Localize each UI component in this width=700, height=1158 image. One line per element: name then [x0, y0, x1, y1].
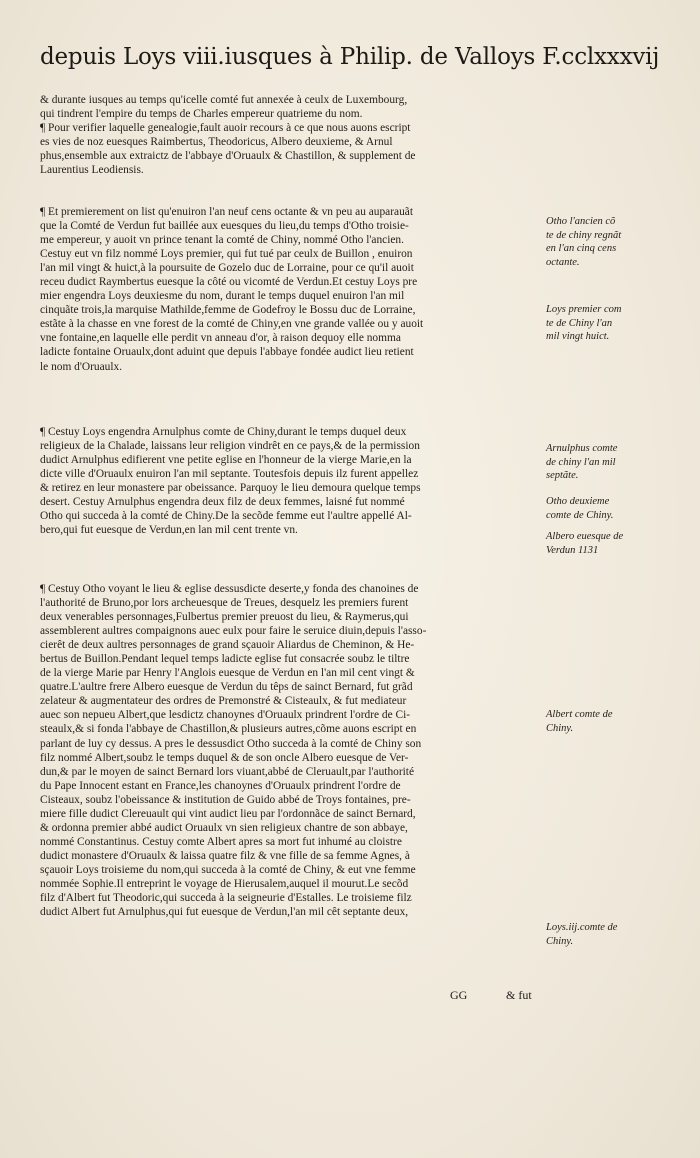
text-line: Cisteaux, soubz l'obeissance & institution de Guido abbé de Troys fontaines, pre-	[40, 793, 411, 806]
text-line: bero,qui fut euesque de Verdun,en lan mil cent trente vn.	[40, 524, 298, 537]
note-line: Otho l'ancien cõ	[546, 216, 616, 227]
text-line: dun,& par le moyen de sainct Bernard lors viuant,abbé de Cleruault,par l'authorité	[40, 765, 415, 778]
text-line: me empereur, y auoit vn prince tenant la comté de Chiny, nommé Otho l'ancien.	[40, 234, 404, 247]
margin-note-albert	[546, 708, 670, 735]
text-line: cinquãte trois,la marquise Mathilde,femme de Godefroy le Bossu duc de Lorraine,	[40, 304, 416, 317]
text-line: filz d'Albert fut Theodoric,qui succeda à la seigneurie d'Estalles. Le troisieme filz	[40, 892, 412, 905]
text-line: bertus de Buillon.Pendant lequel temps ladicte eglise fut consacrée soubz le tiltre	[40, 653, 410, 666]
text-line: Laurentius Leodiensis.	[40, 164, 144, 177]
note-line: Loys premier com	[546, 304, 622, 315]
text-line: deux venerables personnages,Fulbertus premier preuost du lieu, & Raymerus,qui	[40, 611, 409, 624]
text-line: cierêt de deux aultres personnages de grand sçauoir Aliardus de Cheminon, & He-	[40, 639, 415, 652]
margin-note-otho-ancien	[546, 215, 670, 269]
text-line: & durante iusques au temps qu'icelle comté fut annexée à ceulx de Luxembourg,	[40, 94, 408, 106]
note-line: septãte.	[546, 470, 579, 481]
note-line: te de chiny regnãt	[546, 229, 622, 241]
text-line: ¶ Et premierement on list qu'enuiron l'an neuf cens octante & vn peu au auparauãt	[40, 206, 414, 218]
text-line: ¶ Pour verifier laquelle genealogie,fault auoir recours à ce que nous auons escript	[40, 122, 411, 135]
text-line: le nom d'Oruaulx.	[40, 360, 123, 373]
text-line: steaulx,& si fonda l'abbaye de Chastillon,& plusieurs autres,cõme auons escript en	[40, 723, 417, 736]
text-line: religieux de la Chalade, laissans leur religion vindrêt en ce pays,& de la permission	[40, 440, 420, 453]
text-line: miere fille dudict Clereuault qui vint audict lieu par l'ordonnãce de sainct Bernard,	[40, 807, 416, 820]
note-line: Loys.iij.comte de	[546, 922, 618, 933]
margin-note-albero	[546, 530, 670, 557]
paragraph-1	[40, 93, 542, 177]
text-line: es vies de noz euesques Raimbertus, Theodoricus, Albero deuxieme, & Arnul	[40, 136, 393, 149]
running-header: depuis Loys viii.iusques à Philip. de Valloys F.cclxxxvij	[40, 44, 660, 70]
text-line: dudict Arnulphus edifierent vne petite eglise en l'honneur de la vierge Marie,en la	[40, 454, 412, 467]
text-line: & retirez en leur monastere par obeissance. Parquoy le lieu demoura quelque temps	[40, 482, 421, 495]
margin-note-otho-deuxieme	[546, 495, 670, 522]
text-line: ¶ Cestuy Otho voyant le lieu & eglise dessusdicte deserte,y fonda des chanoines de	[40, 583, 419, 595]
note-line: Verdun 1131	[546, 544, 599, 556]
text-line: quatre.L'aultre frere Albero euesque de Verdun du têps de sainct Bernard, fut grãd	[40, 681, 413, 694]
text-line: zelateur & augmentateur des ordres de Premonstré & Cisteaulx, & fut mediateur	[40, 695, 407, 708]
note-line: Chiny.	[546, 935, 574, 947]
note-line: comte de Chiny.	[546, 509, 614, 521]
text-line: Otho qui succeda à la comté de Chiny.De la secõde femme eut l'aultre appellé Al-	[40, 510, 412, 523]
text-line: & ordonna premier abbé audict Oruaulx vn sien religieux chantre de son abbaye,	[40, 821, 408, 834]
text-line: desert. Cestuy Arnulphus engendra deux filz de deux femmes, laisné fut nommé	[40, 496, 405, 509]
signature-mark: GG	[450, 988, 468, 1002]
text-line: parlant de luy cy dessus. A pres le dessusdict Otho succeda à la comté de Chiny son	[40, 737, 422, 750]
text-line: auec son nepueu Albert,que lesdictz chanoynes d'Oruaulx prindrent l'ordre de Ci-	[40, 709, 411, 722]
text-line: l'authorité de Bruno,por lors archeuesque de Treues, desquelz les premiers furent	[40, 597, 409, 610]
text-line: phus,ensemble aux extraictz de l'abbaye d'Oruaulx & Chastillon, & supplement de	[40, 150, 416, 163]
text-line: estãte à la chasse en vne forest de la comté de Chiny,en vne grande vallée ou y auoit	[40, 318, 424, 331]
text-line: que la Comté de Verdun fut baillée aux euesques du lieu,du temps d'Otho troisie-	[40, 220, 409, 233]
text-line: assemblerent aultres compaignons auec eulx pour faire le seruice diuin,depuis l'asso-	[40, 625, 427, 638]
note-line: Arnulphus comte	[546, 443, 618, 454]
text-line: dudict Albert fut Arnulphus,qui fut euesque de Verdun,l'an mil cêt septante deux,	[40, 906, 409, 919]
catchword: & fut	[506, 988, 532, 1002]
text-line: qui tindrent l'empire du temps de Charles empereur quatrieme du nom.	[40, 108, 363, 121]
paragraph-3	[40, 425, 542, 537]
note-line: Albert comte de	[546, 709, 613, 720]
text-line: ¶ Cestuy Loys engendra Arnulphus comte de Chiny,durant le temps duquel deux	[40, 426, 407, 438]
margin-note-loys-iij	[546, 921, 670, 948]
text-line: Cestuy eut vn filz nommé Loys premier, qui fut tué par ceulx de Buillon , enuiron	[40, 248, 413, 261]
note-line: de chiny l'an mil	[546, 456, 616, 468]
text-line: sçauoir Loys troisieme du nom,qui succeda à la comté de Chiny, & eut vne femme	[40, 863, 416, 876]
note-line: en l'an cinq cens	[546, 243, 617, 254]
paragraph-2	[40, 205, 542, 374]
text-line: l'an mil vingt & huict,à la poursuite de Gozelo duc de Lorraine, pour ce qu'il auoit	[40, 262, 414, 275]
text-line: receu dudict Raymbertus euesque la côté ou vicomté de Verdun.Et cestuy Loys pre	[40, 276, 418, 289]
text-line: dicte ville d'Oruaulx enuiron l'an mil septante. Toutesfois depuis ilz furent appellez	[40, 468, 419, 481]
margin-note-loys-premier	[546, 303, 670, 344]
paragraph-4	[40, 582, 542, 919]
text-line: nommé Constantinus. Cestuy comte Albert apres sa mort fut inhumé au cloistre	[40, 835, 402, 848]
note-line: Chiny.	[546, 722, 574, 734]
text-line: ladicte fontaine Oruaulx,dont aduint que depuis l'abbaye fondée audict lieu retient	[40, 346, 414, 359]
text-line: mier engendra Loys deuxiesme du nom, durant le temps duquel enuiron l'an mil	[40, 290, 405, 303]
margin-note-arnulphus	[546, 442, 670, 483]
note-line: Albero euesque de	[546, 531, 624, 542]
text-line: de la vierge Marie par Henry l'Anglois euesque de Verdun en l'an mil cent vingt &	[40, 667, 415, 680]
note-line: mil vingt huict.	[546, 331, 610, 342]
note-line: octante.	[546, 256, 580, 268]
text-line: du Pape Innocent estant en France,les chanoynes d'Oruaulx prindrent l'ordre de	[40, 779, 401, 792]
text-line: nommée Sophie.Il entreprint le voyage de Hierusalem,auquel il mourut.Le secõd	[40, 877, 409, 890]
text-line: filz nommé Albert,soubz le temps duquel & de son oncle Albero euesque de Ver-	[40, 751, 409, 764]
text-line: dudict monastere d'Oruaulx & laissa quatre filz & vne fille de sa femme Agnes, à	[40, 849, 410, 862]
note-line: te de Chiny l'an	[546, 317, 613, 329]
text-line: vne fontaine,en laquelle elle perdit vn anneau d'or, à raison dequoy elle nomma	[40, 332, 401, 345]
note-line: Otho deuxieme	[546, 496, 610, 507]
